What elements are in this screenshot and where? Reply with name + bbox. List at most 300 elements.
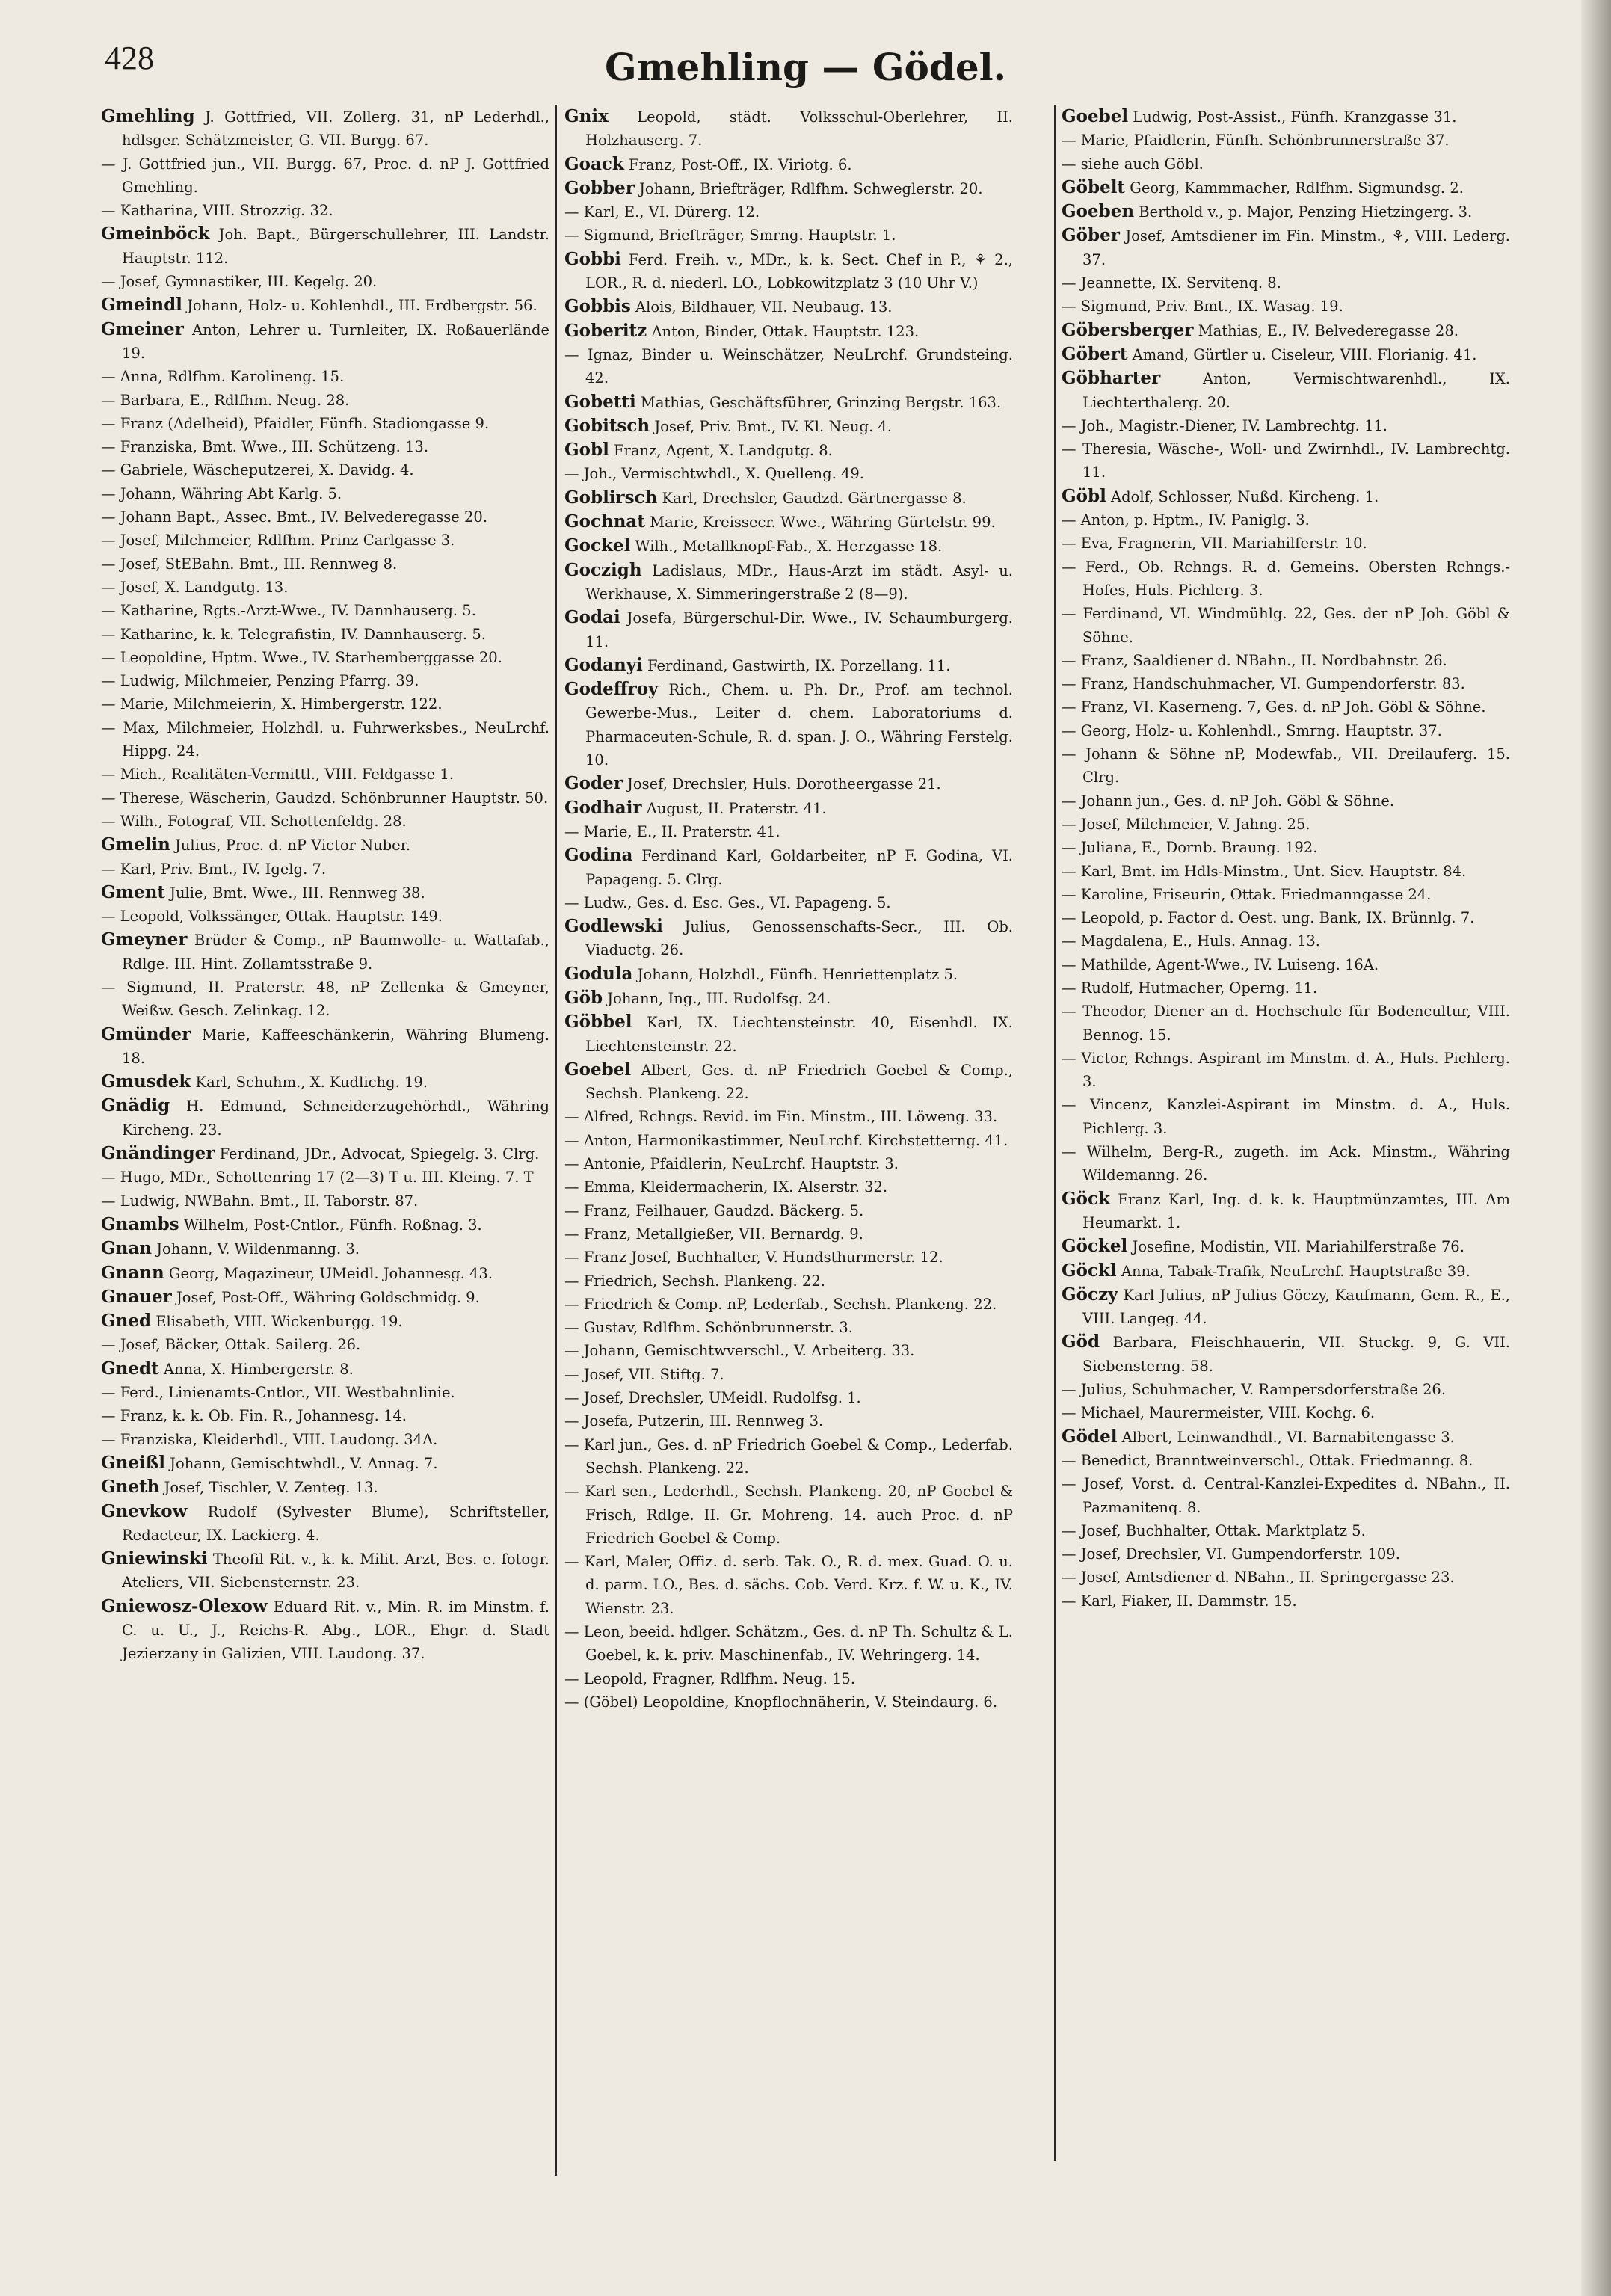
entry-text: — Johann, Währing Abt Karlg. 5. (101, 484, 342, 502)
directory-entry (564, 200, 1013, 224)
directory-entry (1062, 129, 1510, 152)
directory-entry (564, 986, 1013, 1010)
directory-entry (564, 1293, 1013, 1316)
directory-entry (101, 1357, 549, 1381)
entry-text: — Franz, VI. Kaserneng. 7, Ges. d. nP Joh. Göbl & Söhne. (1062, 698, 1486, 716)
directory-entry (1062, 200, 1510, 224)
entry-surname: Göbbel (564, 1012, 632, 1032)
entry-text: — Katharina, VIII. Strozzig. 32. (101, 202, 333, 220)
entry-text: — Johann jun., Ges. d. nP Joh. Göbl & Söhne. (1062, 792, 1395, 810)
directory-entry (564, 606, 1013, 653)
entry-surname: Gmehling (101, 106, 195, 126)
column-1 (101, 105, 549, 2168)
page-number: 428 (105, 40, 154, 76)
entry-text: Johann, Holz- u. Kohlenhdl., III. Erdbergstr. 56. (187, 297, 537, 315)
entry-text: — Theodor, Diener an d. Hochschule für Bodencultur, VIII. Bennog. 15. (1062, 1003, 1510, 1044)
directory-entry (564, 1316, 1013, 1339)
directory-entry (1062, 532, 1510, 555)
directory-entry (564, 1010, 1013, 1058)
entry-surname: Göckl (1062, 1260, 1117, 1281)
entry-text: Mathias, Geschäftsführer, Grinzing Bergstr. 163. (640, 393, 1002, 411)
directory-entry (1062, 1401, 1510, 1424)
entry-text: Johann, Holzhdl., Fünfh. Henriettenplatz 5. (637, 965, 958, 983)
directory-entry (101, 1381, 549, 1404)
entry-text: Wilh., Metallknopf-Fab., X. Herzgasse 18. (635, 538, 943, 555)
entry-text: — Ferd., Ob. Rchngs. R. d. Gemeins. Obersten Rchngs.-Hofes, Huls. Pichlerg. 3. (1062, 558, 1510, 599)
entry-text: Karl, IX. Liechtensteinstr. 40, Eisenhdl. IX. Liechtensteinstr. 22. (585, 1014, 1013, 1055)
directory-entry (564, 820, 1013, 843)
directory-entry (1062, 508, 1510, 532)
directory-entry (1062, 1589, 1510, 1613)
entry-surname: Gnambs (101, 1213, 179, 1234)
directory-entry (101, 669, 549, 692)
entry-text: — Eva, Fragnerin, VII. Mariahilferstr. 10. (1062, 535, 1367, 553)
directory-entry (1062, 342, 1510, 366)
entry-text: — Karl, Fiaker, II. Dammstr. 15. (1062, 1592, 1297, 1610)
entry-text: August, II. Praterstr. 41. (646, 799, 827, 817)
directory-entry (101, 787, 549, 810)
directory-entry (1062, 1140, 1510, 1187)
entry-text: — Karl, Maler, Offiz. d. serb. Tak. O., R. d. mex. Guad. O. u. d. parm. LO., Bes. d. sächs. Cob. Verd. Krz. f. W. u. K., IV. Wienstr. 23. (564, 1553, 1013, 1617)
entry-text: — Vincenz, Kanzlei-Aspirant im Minstm. d. A., Huls. Pichlerg. 3. (1062, 1096, 1510, 1137)
directory-entry (564, 247, 1013, 295)
directory-entry (564, 914, 1013, 962)
entry-text: Georg, Kammmacher, Rdlfhm. Sigmundsg. 2. (1130, 179, 1464, 197)
directory-entry (1062, 1259, 1510, 1283)
entry-text: — Benedict, Branntweinverschl., Ottak. Friedmanng. 8. (1062, 1451, 1473, 1469)
entry-text: — Therese, Wäscherin, Gaudzd. Schönbrunner Hauptstr. 50. (101, 789, 549, 807)
directory-entry (101, 153, 549, 200)
directory-entry (564, 558, 1013, 606)
entry-text: — Theresia, Wäsche-, Woll- und Zwirnhdl., IV. Lambrechtg. 11. (1062, 440, 1510, 481)
directory-entry (1062, 1000, 1510, 1047)
entry-text: — Ludwig, Milchmeier, Penzing Pfarrg. 39. (101, 672, 419, 690)
entry-surname: Göck (1062, 1188, 1110, 1209)
entry-text: — Mathilde, Agent-Wwe., IV. Luiseng. 16A. (1062, 955, 1379, 973)
entry-surname: Göczy (1062, 1284, 1118, 1305)
entry-text: — Max, Milchmeier, Holzhdl. u. Fuhrwerksbes., NeuLrchf. Hippg. 24. (101, 718, 549, 760)
entry-text: Karl Julius, nP Julius Göczy, Kaufmann, Gem. R., E., VIII. Langeg. 44. (1082, 1286, 1510, 1328)
directory-entry (564, 486, 1013, 510)
directory-entry (101, 1213, 549, 1237)
entry-text: — Franz, Handschuhmacher, VI. Gumpendorferstr. 83. (1062, 675, 1465, 693)
entry-text: Josef, Drechsler, Huls. Dorotheergasse 21. (627, 775, 941, 793)
directory-entry (564, 1105, 1013, 1128)
directory-entry (1062, 719, 1510, 742)
entry-surname: Göber (1062, 225, 1120, 246)
directory-entry (1062, 318, 1510, 342)
entry-text: — Jeannette, IX. Servitenq. 8. (1062, 274, 1281, 292)
directory-entry (1062, 695, 1510, 718)
entry-surname: Gneißl (101, 1452, 165, 1473)
entry-text: Theofil Rit. v., k. k. Milit. Arzt, Bes. e. fotogr. Ateliers, VII. Siebensternstr. 23. (122, 1551, 549, 1592)
directory-entry (564, 343, 1013, 390)
entry-text: Anton, Binder, Ottak. Hauptstr. 123. (651, 322, 920, 340)
directory-entry (564, 1386, 1013, 1409)
entry-surname: Gned (101, 1311, 152, 1332)
directory-entry (101, 1547, 549, 1595)
directory-entry (101, 1023, 549, 1071)
entry-text: — Josef, Amtsdiener d. NBahn., II. Springergasse 23. (1062, 1569, 1455, 1586)
entry-text: Anna, Tabak-Trafik, NeuLrchf. Hauptstraße 39. (1121, 1262, 1470, 1280)
entry-surname: Gmeinböck (101, 224, 210, 244)
entry-text: — Leopold, Volkssänger, Ottak. Hauptstr. 149. (101, 908, 443, 926)
entry-text: Marie, Kreissecr. Wwe., Währing Gürtelstr. 99. (650, 514, 996, 532)
directory-entry (101, 976, 549, 1023)
entry-text: — Marie, Milchmeierin, X. Himbergerstr. 122. (101, 695, 443, 713)
directory-entry (1062, 555, 1510, 603)
entry-text: — Franziska, Bmt. Wwe., III. Schützeng. 13. (101, 438, 429, 456)
entry-text: Josef, Tischler, V. Zenteg. 13. (164, 1479, 378, 1497)
entry-text: — Juliana, E., Dornb. Braung. 192. (1062, 839, 1318, 857)
directory-entry (1062, 1283, 1510, 1331)
entry-text: Josef, Amtsdiener im Fin. Minstm., ⚘, VIII. Lederg. 37. (1082, 227, 1510, 268)
directory-entry (101, 1404, 549, 1427)
entry-text: — Karl, E., VI. Dürerg. 12. (564, 203, 760, 221)
directory-entry (101, 1451, 549, 1475)
directory-entry (564, 1690, 1013, 1714)
entry-text: J. Gottfried, VII. Zollerg. 31, nP Lederhdl., hdlsger. Schätzmeister, G. VII. Burgg. 67. (122, 108, 549, 150)
directory-entry (1062, 366, 1510, 414)
entry-text: Josefa, Bürgerschul-Dir. Wwe., IV. Schaumburgerg. 11. (585, 609, 1013, 650)
directory-entry (1062, 1566, 1510, 1589)
entry-text: — Johann & Söhne nP, Modewfab., VII. Dreilauferg. 15. Clrg. (1062, 745, 1510, 787)
entry-text: Ludwig, Post-Assist., Fünfh. Kranzgasse 31. (1133, 108, 1457, 126)
directory-entry (564, 1175, 1013, 1198)
entry-text: Josef, Priv. Bmt., IV. Kl. Neug. 4. (654, 417, 892, 435)
entry-text: — Leopold, p. Factor d. Oest. ung. Bank, IX. Brünnlg. 7. (1062, 909, 1475, 927)
entry-text: Rudolf (Sylvester Blume), Schriftsteller, Redacteur, IX. Lackierg. 4. (122, 1503, 549, 1544)
directory-entry (1062, 1449, 1510, 1472)
entry-surname: Göd (1062, 1332, 1100, 1352)
entry-text: — siehe auch Göbl. (1062, 155, 1204, 173)
directory-entry (1062, 271, 1510, 295)
directory-entry (101, 318, 549, 366)
column-2 (564, 105, 1013, 2093)
entry-surname: Gment (101, 881, 165, 902)
directory-entry (101, 1142, 549, 1166)
directory-entry (1062, 1425, 1510, 1449)
directory-entry (564, 295, 1013, 318)
directory-entry (101, 412, 549, 435)
directory-entry (564, 1222, 1013, 1246)
directory-entry (564, 796, 1013, 820)
directory-entry (101, 1500, 549, 1548)
entry-text: Rich., Chem. u. Ph. Dr., Prof. am technol. Gewerbe-Mus., Leiter d. chem. Laboratoriums d. Pharmaceuten-Schule, R. d. span. J. O., Währing Ferstelg. 10. (585, 681, 1013, 769)
running-head: Gmehling — Gödel. (604, 45, 1007, 89)
directory-entry (1062, 860, 1510, 883)
directory-entry (101, 1333, 549, 1356)
entry-text: Amand, Gürtler u. Ciseleur, VIII. Florianig. 41. (1132, 345, 1477, 363)
entry-text: — Josef, Drechsler, VI. Gumpendorferstr. 109. (1062, 1545, 1400, 1563)
directory-entry (1062, 437, 1510, 484)
entry-text: — Karl, Priv. Bmt., IV. Igelg. 7. (101, 860, 327, 878)
directory-entry (101, 365, 549, 388)
directory-entry (564, 962, 1013, 986)
entry-text: — Karoline, Friseurin, Ottak. Friedmanngasse 24. (1062, 885, 1432, 903)
entry-text: Ferdinand, JDr., Advocat, Spiegelg. 3. Clrg. (219, 1145, 540, 1163)
entry-text: Franz, Post-Off., IX. Viriotg. 6. (629, 156, 852, 173)
directory-entry (101, 1070, 549, 1094)
entry-surname: Gnändinger (101, 1143, 215, 1164)
entry-text: Julie, Bmt. Wwe., III. Rennweg 38. (170, 884, 425, 902)
entry-text: Anna, X. Himbergerstr. 8. (163, 1360, 354, 1378)
directory-entry (564, 462, 1013, 485)
entry-text: — (Göbel) Leopoldine, Knopflochnäherin, V. Steindaurg. 6. (564, 1693, 998, 1711)
entry-text: Josefine, Modistin, VII. Mariahilferstraße 76. (1132, 1238, 1464, 1256)
entry-text: — Wilhelm, Berg-R., zugeth. im Ack. Minstm., Währing Wildemanng. 26. (1062, 1143, 1510, 1184)
entry-text: — Anton, Harmonikastimmer, NeuLrchf. Kirchstetterng. 41. (564, 1131, 1008, 1149)
entry-text: — Josef, StEBahn. Bmt., III. Rennweg 8. (101, 555, 398, 573)
entry-text: — Gabriele, Wäscheputzerei, X. Davidg. 4. (101, 461, 414, 479)
directory-entry (101, 1237, 549, 1261)
directory-entry (101, 692, 549, 715)
directory-entry (1062, 176, 1510, 200)
page-edge-shadow (1581, 0, 1611, 2296)
directory-entry (101, 576, 549, 599)
entry-surname: Godeffroy (564, 679, 659, 700)
entry-text: — Sigmund, Priv. Bmt., IX. Wasag. 19. (1062, 298, 1343, 316)
entry-surname: Gobl (564, 440, 609, 461)
entry-text: — Friedrich & Comp. nP, Lederfab., Sechsh. Plankeng. 22. (564, 1295, 997, 1313)
entry-text: — Franz, Feilhauer, Gaudzd. Bäckerg. 5. (564, 1201, 864, 1219)
entry-surname: Gnevkow (101, 1501, 188, 1521)
entry-surname: Goder (564, 773, 623, 794)
entry-text: Leopold, städt. Volksschul-Oberlehrer, II. Holzhauserg. 7. (585, 108, 1013, 150)
entry-surname: Gnädig (101, 1095, 170, 1116)
directory-entry (101, 199, 549, 222)
entry-text: — Johann, Gemischtwverschl., V. Arbeiterg. 33. (564, 1342, 915, 1360)
entry-text: Karl, Schuhm., X. Kudlichg. 19. (195, 1074, 428, 1092)
directory-entry (101, 1309, 549, 1333)
entry-text: — Antonie, Pfaidlerin, NeuLrchf. Hauptstr. 3. (564, 1155, 899, 1173)
entry-text: Ferdinand Karl, Goldarbeiter, nP F. Godina, VI. Papageng. 5. Clrg. (585, 847, 1013, 888)
entry-text: — Ignaz, Binder u. Weinschätzer, NeuLrchf. Grundsteing. 42. (564, 345, 1013, 387)
directory-entry (564, 105, 1013, 153)
directory-entry (101, 1428, 549, 1451)
entry-surname: Gmeindl (101, 295, 182, 316)
entry-surname: Gobetti (564, 391, 636, 412)
entry-surname: Göbersberger (1062, 319, 1194, 340)
directory-entry (564, 319, 1013, 343)
directory-entry (101, 293, 549, 317)
directory-entry (564, 1129, 1013, 1152)
entry-text: — Hugo, MDr., Schottenring 17 (2—3) T u. III. Kleing. 7. T (101, 1169, 534, 1187)
directory-entry (101, 1261, 549, 1285)
directory-entry (101, 222, 549, 270)
entry-text: Josef, Post-Off., Währing Goldschmidg. 9. (176, 1288, 480, 1306)
directory-entry (564, 1199, 1013, 1222)
directory-entry (101, 646, 549, 669)
directory-entry (101, 553, 549, 576)
entry-surname: Göbert (1062, 343, 1128, 364)
entry-surname: Godlewski (564, 916, 663, 937)
entry-surname: Godhair (564, 797, 642, 818)
directory-entry (1062, 836, 1510, 859)
entry-text: — Josefa, Putzerin, III. Rennweg 3. (564, 1412, 824, 1430)
entry-text: — Joh., Magistr.-Diener, IV. Lambrechtg. 11. (1062, 416, 1388, 434)
entry-surname: Goack (564, 153, 624, 174)
directory-entry (1062, 1047, 1510, 1094)
column-divider (555, 105, 557, 2176)
entry-surname: Goczigh (564, 559, 642, 580)
entry-text: — Anna, Rdlfhm. Karolineng. 15. (101, 368, 345, 386)
entry-surname: Göb (564, 987, 603, 1008)
column-divider (1054, 105, 1056, 2161)
directory-entry (101, 1595, 549, 1666)
entry-text: Johann, Briefträger, Rdlfhm. Schweglerstr. 20. (639, 179, 983, 197)
directory-entry (101, 1166, 549, 1189)
entry-text: — Josef, VII. Stiftg. 7. (564, 1365, 724, 1383)
directory-entry (564, 1620, 1013, 1667)
directory-entry (564, 772, 1013, 795)
directory-entry (101, 716, 549, 763)
entry-text: — J. Gottfried jun., VII. Burgg. 67, Proc. d. nP J. Gottfried Gmehling. (101, 155, 549, 196)
directory-entry (101, 270, 549, 293)
entry-text: Ferdinand, Gastwirth, IX. Porzellang. 11. (647, 656, 951, 674)
directory-entry (564, 224, 1013, 247)
directory-entry (1062, 1187, 1510, 1235)
entry-text: — Sigmund, Briefträger, Smrng. Hauptstr. 1. (564, 227, 896, 244)
entry-surname: Gnan (101, 1238, 152, 1259)
directory-entry (564, 176, 1013, 200)
entry-text: — Franziska, Kleiderhdl., VIII. Laudong. 34A. (101, 1430, 438, 1448)
entry-text: — Leopold, Fragner, Rdlfhm. Neug. 15. (564, 1669, 856, 1687)
entry-text: — Marie, Pfaidlerin, Fünfh. Schönbrunnerstraße 37. (1062, 132, 1450, 150)
entry-text: — Emma, Kleidermacherin, IX. Alserstr. 32. (564, 1178, 888, 1196)
directory-entry (564, 510, 1013, 534)
entry-text: — Katharine, Rgts.-Arzt-Wwe., IV. Dannhauserg. 5. (101, 602, 476, 620)
entry-text: Franz Karl, Ing. d. k. k. Hauptmünzamtes, III. Am Heumarkt. 1. (1082, 1190, 1510, 1231)
entry-text: — Anton, p. Hptm., IV. Paniglg. 3. (1062, 511, 1310, 529)
entry-text: — Leopoldine, Hptm. Wwe., IV. Starhemberggasse 20. (101, 648, 502, 666)
directory-entry (101, 1094, 549, 1142)
entry-text: — Gustav, Rdlfhm. Schönbrunnerstr. 3. (564, 1319, 853, 1337)
entry-text: — Victor, Rchngs. Aspirant im Minstm. d. A., Huls. Pichlerg. 3. (1062, 1049, 1510, 1091)
entry-surname: Gmelin (101, 834, 170, 855)
directory-entry (564, 1246, 1013, 1269)
entry-text: Brüder & Comp., nP Baumwolle- u. Wattafab., Rdlge. III. Hint. Zollamtsstraße 9. (122, 932, 549, 973)
entry-text: — Ludwig, NWBahn. Bmt., II. Taborstr. 87. (101, 1192, 419, 1210)
entry-surname: Godai (564, 607, 620, 628)
entry-text: — Josef, Bäcker, Ottak. Sailerg. 26. (101, 1336, 361, 1354)
directory-entry (564, 1058, 1013, 1106)
entry-text: Wilhelm, Post-Cntlor., Fünfh. Roßnag. 3. (183, 1216, 482, 1234)
entry-surname: Godula (564, 963, 633, 984)
entry-surname: Gmeiner (101, 318, 184, 339)
entry-text: — Ferd., Linienamts-Cntlor., VII. Westbahnlinie. (101, 1384, 455, 1402)
entry-text: Albert, Leinwandhdl., VI. Barnabitengasse 3. (1121, 1428, 1455, 1446)
entry-surname: Gnauer (101, 1286, 172, 1307)
entry-text: Berthold v., p. Major, Penzing Hietzingerg. 3. (1139, 203, 1473, 221)
entry-surname: Gobitsch (564, 415, 650, 436)
entry-text: — Karl jun., Ges. d. nP Friedrich Goebel & Comp., Lederfab. Sechsh. Plankeng. 22. (564, 1435, 1013, 1477)
entry-surname: Gödel (1062, 1426, 1118, 1447)
entry-text: — Josef, Drechsler, UMeidl. Rudolfsg. 1. (564, 1389, 861, 1407)
entry-text: Johann, V. Wildenmanng. 3. (156, 1240, 360, 1258)
directory-entry (1062, 976, 1510, 1000)
entry-text: — Josef, Buchhalter, Ottak. Marktplatz 5. (1062, 1521, 1366, 1539)
entry-text: Franz, Agent, X. Landgutg. 8. (614, 442, 833, 460)
entry-text: Ferd. Freih. v., MDr., k. k. Sect. Chef in P., ⚘ 2., LOR., R. d. niederl. LO., Lobkowitzplatz 3 (10 Uhr V.) (585, 250, 1013, 292)
directory-entry (101, 810, 549, 833)
entry-text: Elisabeth, VIII. Wickenburgg. 19. (155, 1313, 403, 1331)
directory-entry (1062, 1093, 1510, 1140)
entry-surname: Goebel (564, 1059, 632, 1080)
directory-entry (564, 414, 1013, 438)
entry-text: Georg, Magazineur, UMeidl. Johannesg. 43. (168, 1264, 493, 1282)
directory-entry (1062, 742, 1510, 790)
directory-entry (564, 653, 1013, 677)
entry-text: — Friedrich, Sechsh. Plankeng. 22. (564, 1272, 825, 1290)
entry-text: — Josef, X. Landgutg. 13. (101, 578, 289, 596)
entry-text: — Joh., Vermischtwhdl., X. Quelleng. 49. (564, 465, 865, 483)
directory-entry (1062, 953, 1510, 976)
entry-surname: Gmusdek (101, 1071, 191, 1092)
entry-text: — Josef, Gymnastiker, III. Kegelg. 20. (101, 273, 378, 291)
entry-text: — Alfred, Rchngs. Revid. im Fin. Minstm., III. Löweng. 33. (564, 1108, 998, 1126)
directory-entry (1062, 906, 1510, 929)
entry-surname: Goberitz (564, 320, 647, 341)
entry-text: — Karl, Bmt. im Hdls-Minstm., Unt. Siev. Hauptstr. 84. (1062, 862, 1467, 880)
entry-text: Alois, Bildhauer, VII. Neubaug. 13. (635, 298, 893, 316)
entry-surname: Gnedt (101, 1358, 159, 1379)
directory-entry (1062, 883, 1510, 906)
entry-text: Eduard Rit. v., Min. R. im Minstm. f. C. u. U., J., Reichs-R. Abg., LOR., Ehgr. d. Stadt Jezierzany in Galizien, VIII. Laudong. 37. (122, 1598, 549, 1663)
directory-entry (1062, 153, 1510, 176)
directory-entry (101, 763, 549, 786)
entry-text: — Franz, k. k. Ob. Fin. R., Johannesg. 14. (101, 1407, 407, 1425)
entry-surname: Gneth (101, 1477, 160, 1498)
entry-surname: Gobbi (564, 248, 621, 269)
entry-text: Barbara, Fleischhauerin, VII. Stuckg. 9, G. VII. Siebensterng. 58. (1082, 1334, 1510, 1375)
entry-surname: Gobber (564, 177, 635, 198)
column-3 (1062, 105, 1510, 2228)
directory-entry (564, 390, 1013, 414)
directory-entry (564, 1152, 1013, 1175)
entry-text: — Ferdinand, VI. Windmühlg. 22, Ges. der nP Joh. Göbl & Söhne. (1062, 605, 1510, 646)
entry-surname: Gochnat (564, 511, 645, 532)
entry-text: Albert, Ges. d. nP Friedrich Goebel & Comp., Sechsh. Plankeng. 22. (585, 1061, 1013, 1103)
entry-surname: Gmeyner (101, 929, 188, 950)
entry-text: — Johann Bapt., Assec. Bmt., IV. Belvederegasse 20. (101, 508, 488, 526)
entry-surname: Goeben (1062, 201, 1135, 222)
entry-text: — Josef, Vorst. d. Central-Kanzlei-Expedites d. NBahn., II. Pazmanitenq. 8. (1062, 1475, 1510, 1516)
entry-text: — Michael, Maurermeister, VIII. Kochg. 6. (1062, 1404, 1376, 1422)
directory-entry (101, 482, 549, 505)
entry-text: — Ludw., Ges. d. Esc. Ges., VI. Papageng. 5. (564, 893, 891, 911)
directory-entry (101, 858, 549, 881)
entry-text: — Mich., Realitäten-Vermittl., VIII. Feldgasse 1. (101, 766, 455, 784)
entry-surname: Göbelt (1062, 176, 1126, 197)
directory-entry (1062, 813, 1510, 836)
directory-entry (564, 1269, 1013, 1293)
directory-entry (564, 1433, 1013, 1480)
entry-text: Ladislaus, MDr., Haus-Arzt im städt. Asyl- u. Werkhause, X. Simmeringerstraße 2 (8—9). (585, 561, 1013, 603)
entry-surname: Göckel (1062, 1236, 1128, 1257)
directory-entry (1062, 672, 1510, 695)
directory-entry (1062, 1542, 1510, 1566)
directory-entry (564, 1339, 1013, 1362)
entry-surname: Goebel (1062, 106, 1129, 126)
directory-entry (564, 534, 1013, 558)
entry-text: — Wilh., Fotograf, VII. Schottenfeldg. 28. (101, 812, 407, 830)
entry-surname: Göbharter (1062, 368, 1161, 389)
entry-surname: Gockel (564, 535, 631, 556)
directory-entry (1062, 649, 1510, 672)
directory-entry (101, 389, 549, 412)
entry-surname: Gmünder (101, 1024, 191, 1044)
